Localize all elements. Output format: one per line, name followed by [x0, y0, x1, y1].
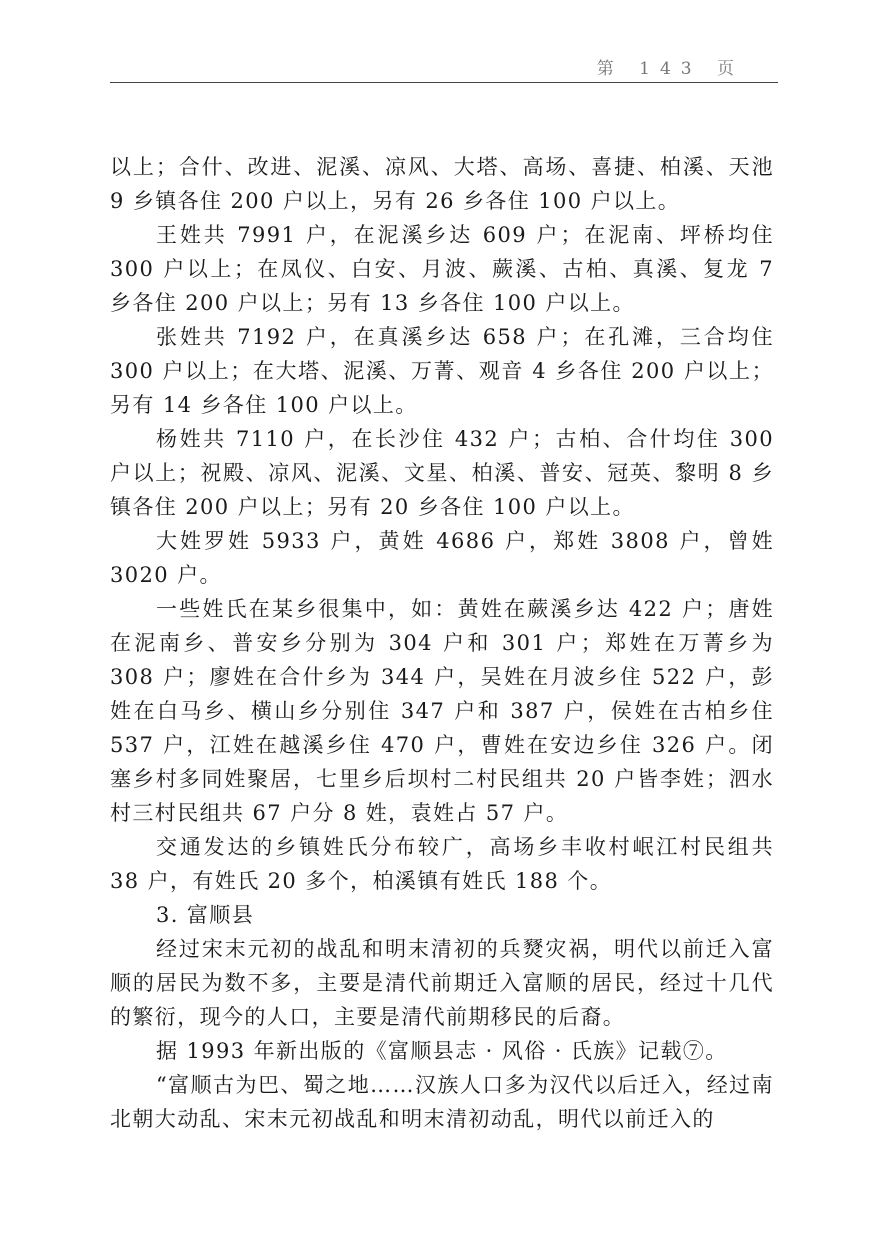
paragraph-yang-surname: 杨姓共 7110 户，在长沙住 432 户；古柏、合什均住 300 户以上；祝殿、凉风、泥溪、文星、柏溪、普安、冠英、黎明 8 乡镇各住 200 户以上；另有 20 乡各住 100 户以上。: [110, 427, 774, 519]
paragraph-quotation: “富顺古为巴、蜀之地……汉族人口多为汉代以后迁入，经过南北朝大动乱、宋末元初战乱和明末清初动乱，明代以前迁入的: [110, 1073, 774, 1131]
paragraph-major-surnames: 大姓罗姓 5933 户，黄姓 4686 户，郑姓 3808 户，曾姓 3020 户。: [110, 529, 774, 587]
paragraph-continued: 以上；合什、改进、泥溪、凉风、大塔、高场、喜捷、柏溪、天池 9 乡镇各住 200 户以上，另有 26 乡各住 100 户以上。: [110, 155, 774, 213]
document-body: [110, 150, 774, 1136]
paragraph-county-record: 据 1993 年新出版的《富顺县志 · 风俗 · 氏族》记载⑦。: [156, 1039, 728, 1063]
paragraph-zhang-surname: 张姓共 7192 户，在真溪乡达 658 户；在孔滩，三合均住 300 户以上；在大塔、泥溪、万菁、观音 4 乡各住 200 户以上；另有 14 乡各住 100 户以上。: [110, 325, 774, 417]
page-number: 第 143 页: [596, 59, 744, 79]
paragraph-fushun-history: 经过宋末元初的战乱和明末清初的兵燹灾祸，明代以前迁入富顺的居民为数不多，主要是清代前期迁入富顺的居民，经过十几代的繁衍，现今的人口，主要是清代前期移民的后裔。: [110, 937, 774, 1029]
page-header: [110, 52, 778, 83]
paragraph-transport-towns: 交通发达的乡镇姓氏分布较广，高场乡丰收村岷江村民组共 38 户，有姓氏 20 多个，柏溪镇有姓氏 188 个。: [110, 835, 774, 893]
paragraph-wang-surname: 王姓共 7991 户，在泥溪乡达 609 户；在泥南、坪桥均住 300 户以上；在凤仪、白安、月波、蕨溪、古柏、真溪、复龙 7 乡各住 200 户以上；另有 13 乡各住 100 户以上。: [110, 223, 774, 315]
section-heading-fushun: 3. 富顺县: [156, 903, 255, 927]
paragraph-concentrated-surnames: 一些姓氏在某乡很集中，如：黄姓在蕨溪乡达 422 户；唐姓在泥南乡、普安乡分别为 304 户和 301 户；郑姓在万菁乡为 308 户；廖姓在合什乡为 344 户，吴姓在月波乡住 522 户，彭姓在白马乡、横山乡分别住 347 户和 387 户，侯姓在古柏乡住 537 户，江姓在越溪乡住 470 户，曹姓在安边乡住 326 户。闭塞乡村多同姓聚居，七里乡后坝村二村民组共 20 户皆李姓；泗水村三村民组共 67 户分 8 姓，袁姓占 57 户。: [110, 597, 774, 825]
